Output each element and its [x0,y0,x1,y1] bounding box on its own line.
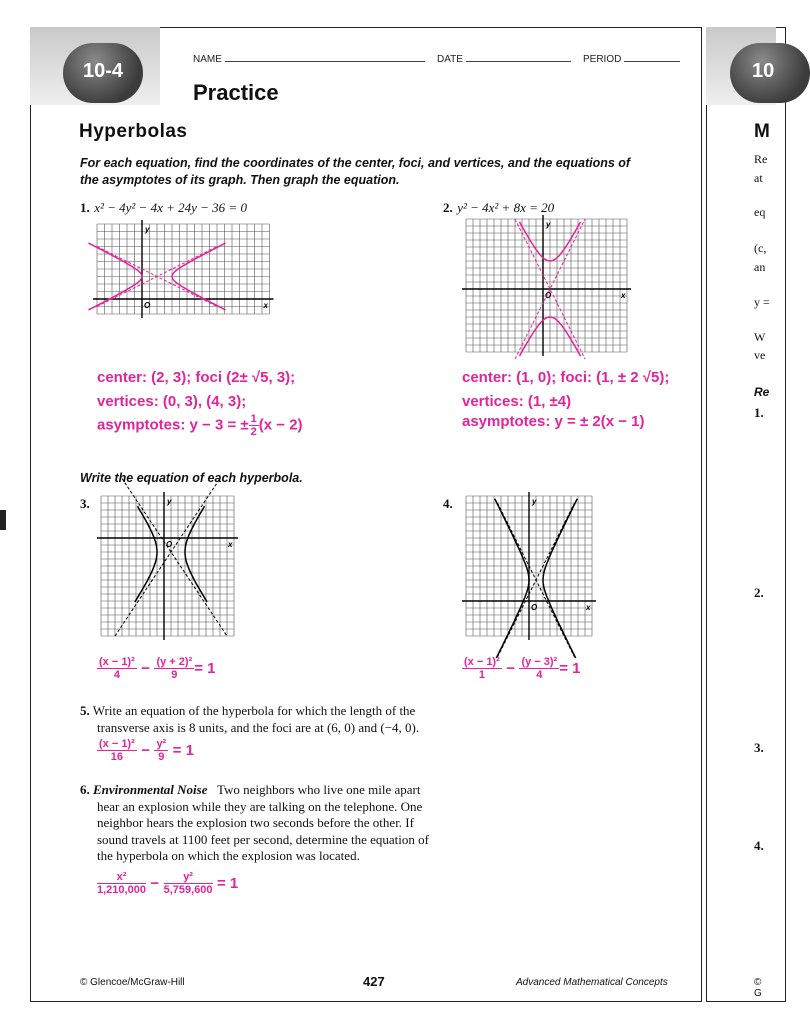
x-axis-label: x [586,603,591,612]
problem-1-answer-vertices: vertices: (0, 3), (4, 3); [97,393,247,410]
problem-5-answer: $\frac{\text{(x − 1)²}}{16}$ − $\frac{\text{y²}}{9}$ = 1 [99,738,194,763]
adjacent-text-3: eq [754,205,766,219]
page-number: 427 [363,974,385,989]
adjacent-footer: © G [754,977,762,999]
hyperbola-branch [135,506,157,602]
footer-copyright: © Glencoe/McGraw-Hill [80,977,185,988]
date-field[interactable]: DATE [437,54,571,65]
lesson-number: 10-4 [82,60,124,82]
problem-1-answer-asymptotes: asymptotes: y − 3 = ± $\frac{1}{2}$ (x − 2) [97,413,303,438]
y-axis-label: y [546,220,551,229]
y-axis-label: y [145,225,150,234]
margin-mark [0,510,6,530]
footer-book-title: Advanced Mathematical Concepts [516,977,668,988]
adjacent-tab-number: 10 [752,60,775,82]
adjacent-num-4: 4. [754,838,764,853]
adjacent-page [706,27,786,1002]
x-axis-label: x [621,291,626,300]
problem-1-equation: 1. x² − 4y² − 4x + 24y − 36 = 0 [80,200,247,215]
section-title: Hyperbolas [79,121,188,142]
adjacent-text-4: (c, [754,241,767,255]
graph-2 [463,217,643,362]
adjacent-text-8: ve [754,348,766,362]
problem-6-text: 6. Environmental Noise Two neighbors who live one mile apart hear an explosion while they are talking on the telephone. One neighbor hears the explosion two seconds before the other. If sound travels at 1100 feet per second, determine the equation of the hyperbola on which the explosion was located. [80,782,429,863]
x-axis-label: x [228,540,233,549]
origin-label: O [144,301,151,310]
graph-1 [95,220,275,315]
x-axis-label: x [263,301,268,310]
y-axis-label: y [167,497,172,506]
adjacent-text-1: Re [754,152,768,166]
graph-4 [462,492,607,647]
problem-3-number: 3. [80,496,90,511]
problem-1-answer-center: center: (2, 3); foci (2± √5, 3); [97,369,296,386]
period-field[interactable]: PERIOD [583,54,680,65]
hyperbola-branch [495,499,529,658]
problem-2-answer-vertices: vertices: (1, ±4) [462,393,572,410]
problem-2-answer-asymptotes: asymptotes: y = ± 2(x − 1) [462,413,645,430]
problem-5-text: 5. Write an equation of the hyperbola for which the length of the transverse axis is 8 units, and the foci are at (6, 0) and (−4, 0). [80,703,420,735]
origin-label: O [545,291,552,300]
hyperbola-branch [543,499,577,658]
problem-2-answer-center: center: (1, 0); foci: (1, ± 2 √5); [462,369,670,386]
instructions: For each equation, find the coordinates of the center, foci, and vertices, and the equations of the asymptotes of its graph. Then graph the equation. [80,156,631,187]
section-2-instructions: Write the equation of each hyperbola. [80,471,303,485]
origin-label: O [531,603,538,612]
y-axis-label: y [532,497,537,506]
problem-6-answer: $\frac{\text{x²}}{1,210,000}$ − $\frac{\text{y²}}{5,759,600}$ = 1 [97,871,239,896]
adjacent-text-9: Re [754,385,770,399]
adjacent-text-5: an [754,260,766,274]
adjacent-text-7: W [754,330,766,344]
problem-4-answer: $\frac{\text{(x − 1)²}}{1}$ − $\frac{\text{(y − 3)²}}{4}$ = 1 [464,656,581,681]
page-title: Practice [193,80,279,105]
adjacent-num-1: 1. [754,405,764,420]
adjacent-text-2: at [754,171,763,185]
hyperbola-branch [185,506,207,602]
name-field[interactable]: NAME [193,54,425,65]
adjacent-num-3: 3. [754,740,764,755]
problem-4-number: 4. [443,496,453,511]
adjacent-num-2: 2. [754,585,764,600]
asymptote [122,479,227,637]
adjacent-text-6: y = [754,295,770,309]
problem-2-equation: 2. y² − 4x² + 8x = 20 [443,200,555,215]
graph-3 [95,492,240,647]
problem-3-answer: $\frac{\text{(x − 1)²}}{4}$ − $\frac{\text{(y + 2)²}}{9}$ = 1 [99,656,216,681]
adjacent-title-fragment: M [754,121,771,142]
origin-label: O [166,540,173,549]
